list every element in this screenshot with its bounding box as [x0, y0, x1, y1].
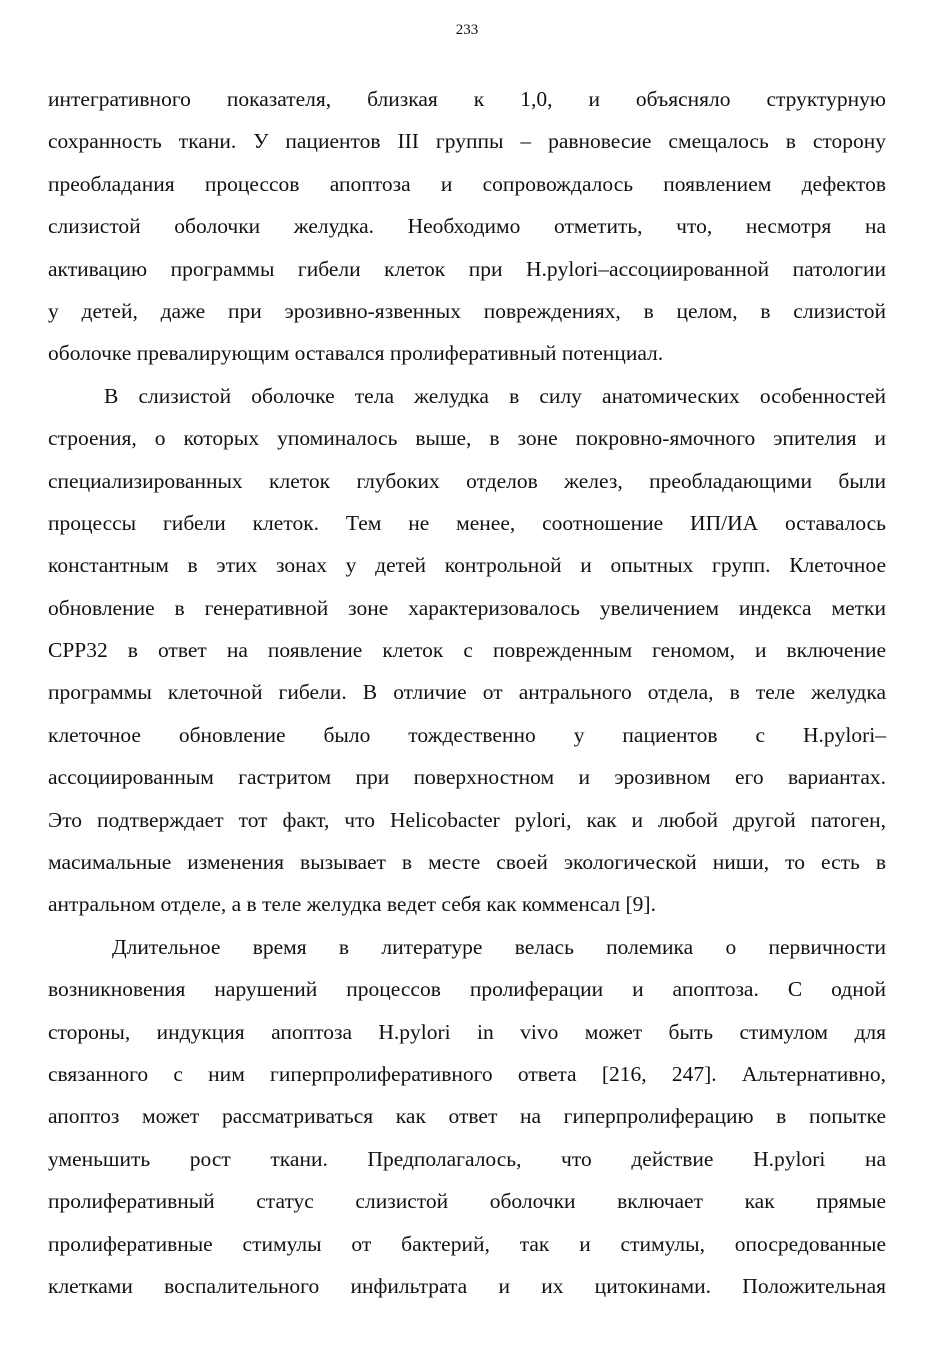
- text-line: оболочке превалирующим оставался пролиферативный потенциал.: [48, 341, 664, 366]
- text-line: уменьшить рост ткани. Предполагалось, что действие H.pylori на: [48, 1146, 886, 1171]
- text-line: преобладания процессов апоптоза и сопровождалось появлением дефектов: [48, 171, 886, 196]
- text-line: слизистой оболочки желудка. Необходимо отметить, что, несмотря на: [48, 214, 886, 239]
- text-line: апоптоз может рассматриваться как ответ на гиперпролиферацию в попытке: [48, 1104, 886, 1129]
- text-line: строения, о которых упоминалось выше, в зоне покровно-ямочного эпителия и: [48, 426, 886, 451]
- text-line: В слизистой оболочке тела желудка в силу анатомических особенностей: [104, 383, 886, 408]
- text-line: интегративного показателя, близкая к 1,0, и объясняло структурную: [48, 87, 886, 111]
- text-line: возникновения нарушений процессов пролиферации и апоптоза. С одной: [48, 977, 886, 1002]
- text-line: специализированных клеток глубоких отделов желез, преобладающими были: [48, 468, 886, 493]
- paragraph-2: [48, 375, 886, 926]
- text-line: константным в этих зонах у детей контрольной и опытных групп. Клеточное: [48, 553, 886, 578]
- text-line: у детей, даже при эрозивно-язвенных повреждениях, в целом, в слизистой: [48, 298, 886, 323]
- text-line: программы клеточной гибели. В отличие от антрального отдела, в теле желудка: [48, 680, 886, 705]
- text-line: процессы гибели клеток. Тем не менее, соотношение ИП/ИА оставалось: [48, 510, 886, 535]
- text-line: пролиферативный статус слизистой оболочки включает как прямые: [48, 1189, 886, 1214]
- text-line: стороны, индукция апоптоза H.pylori in vivo может быть стимулом для: [48, 1019, 886, 1044]
- text-line: обновление в генеративной зоне характеризовалось увеличением индекса метки: [48, 595, 886, 620]
- paragraph-1: [48, 78, 886, 375]
- page-number: 233: [455, 22, 479, 38]
- text-line: ассоциированным гастритом при поверхностном и эрозивном его вариантах.: [48, 765, 886, 790]
- text-line: пролиферативные стимулы от бактерий, так и стимулы, опосредованные: [48, 1231, 886, 1256]
- document-body: [48, 78, 886, 1307]
- text-line: сохранность ткани. У пациентов III группы – равновесие смещалось в сторону: [48, 129, 886, 154]
- text-line: CPP32 в ответ на появление клеток с поврежденным геномом, и включение: [48, 638, 886, 663]
- text-line: клеточное обновление было тождественно у пациентов с H.pylori–: [48, 722, 886, 747]
- text-line: Длительное время в литературе велась полемика о первичности: [112, 934, 886, 959]
- text-line: Это подтверждает тот факт, что Helicobacter pylori, как и любой другой патоген,: [48, 807, 886, 832]
- paragraph-3: [48, 926, 886, 1308]
- text-line: клетками воспалительного инфильтрата и их цитокинами. Положительная: [48, 1273, 886, 1298]
- text-line: связанного с ним гиперпролиферативного ответа [216, 247]. Альтернативно,: [48, 1061, 886, 1086]
- text-line: антральном отделе, а в теле желудка ведет себя как комменсал [9].: [48, 892, 656, 917]
- text-line: масимальные изменения вызывает в месте своей экологической ниши, то есть в: [48, 850, 886, 875]
- text-line: активацию программы гибели клеток при H.pylori–ассоциированной патологии: [48, 256, 886, 281]
